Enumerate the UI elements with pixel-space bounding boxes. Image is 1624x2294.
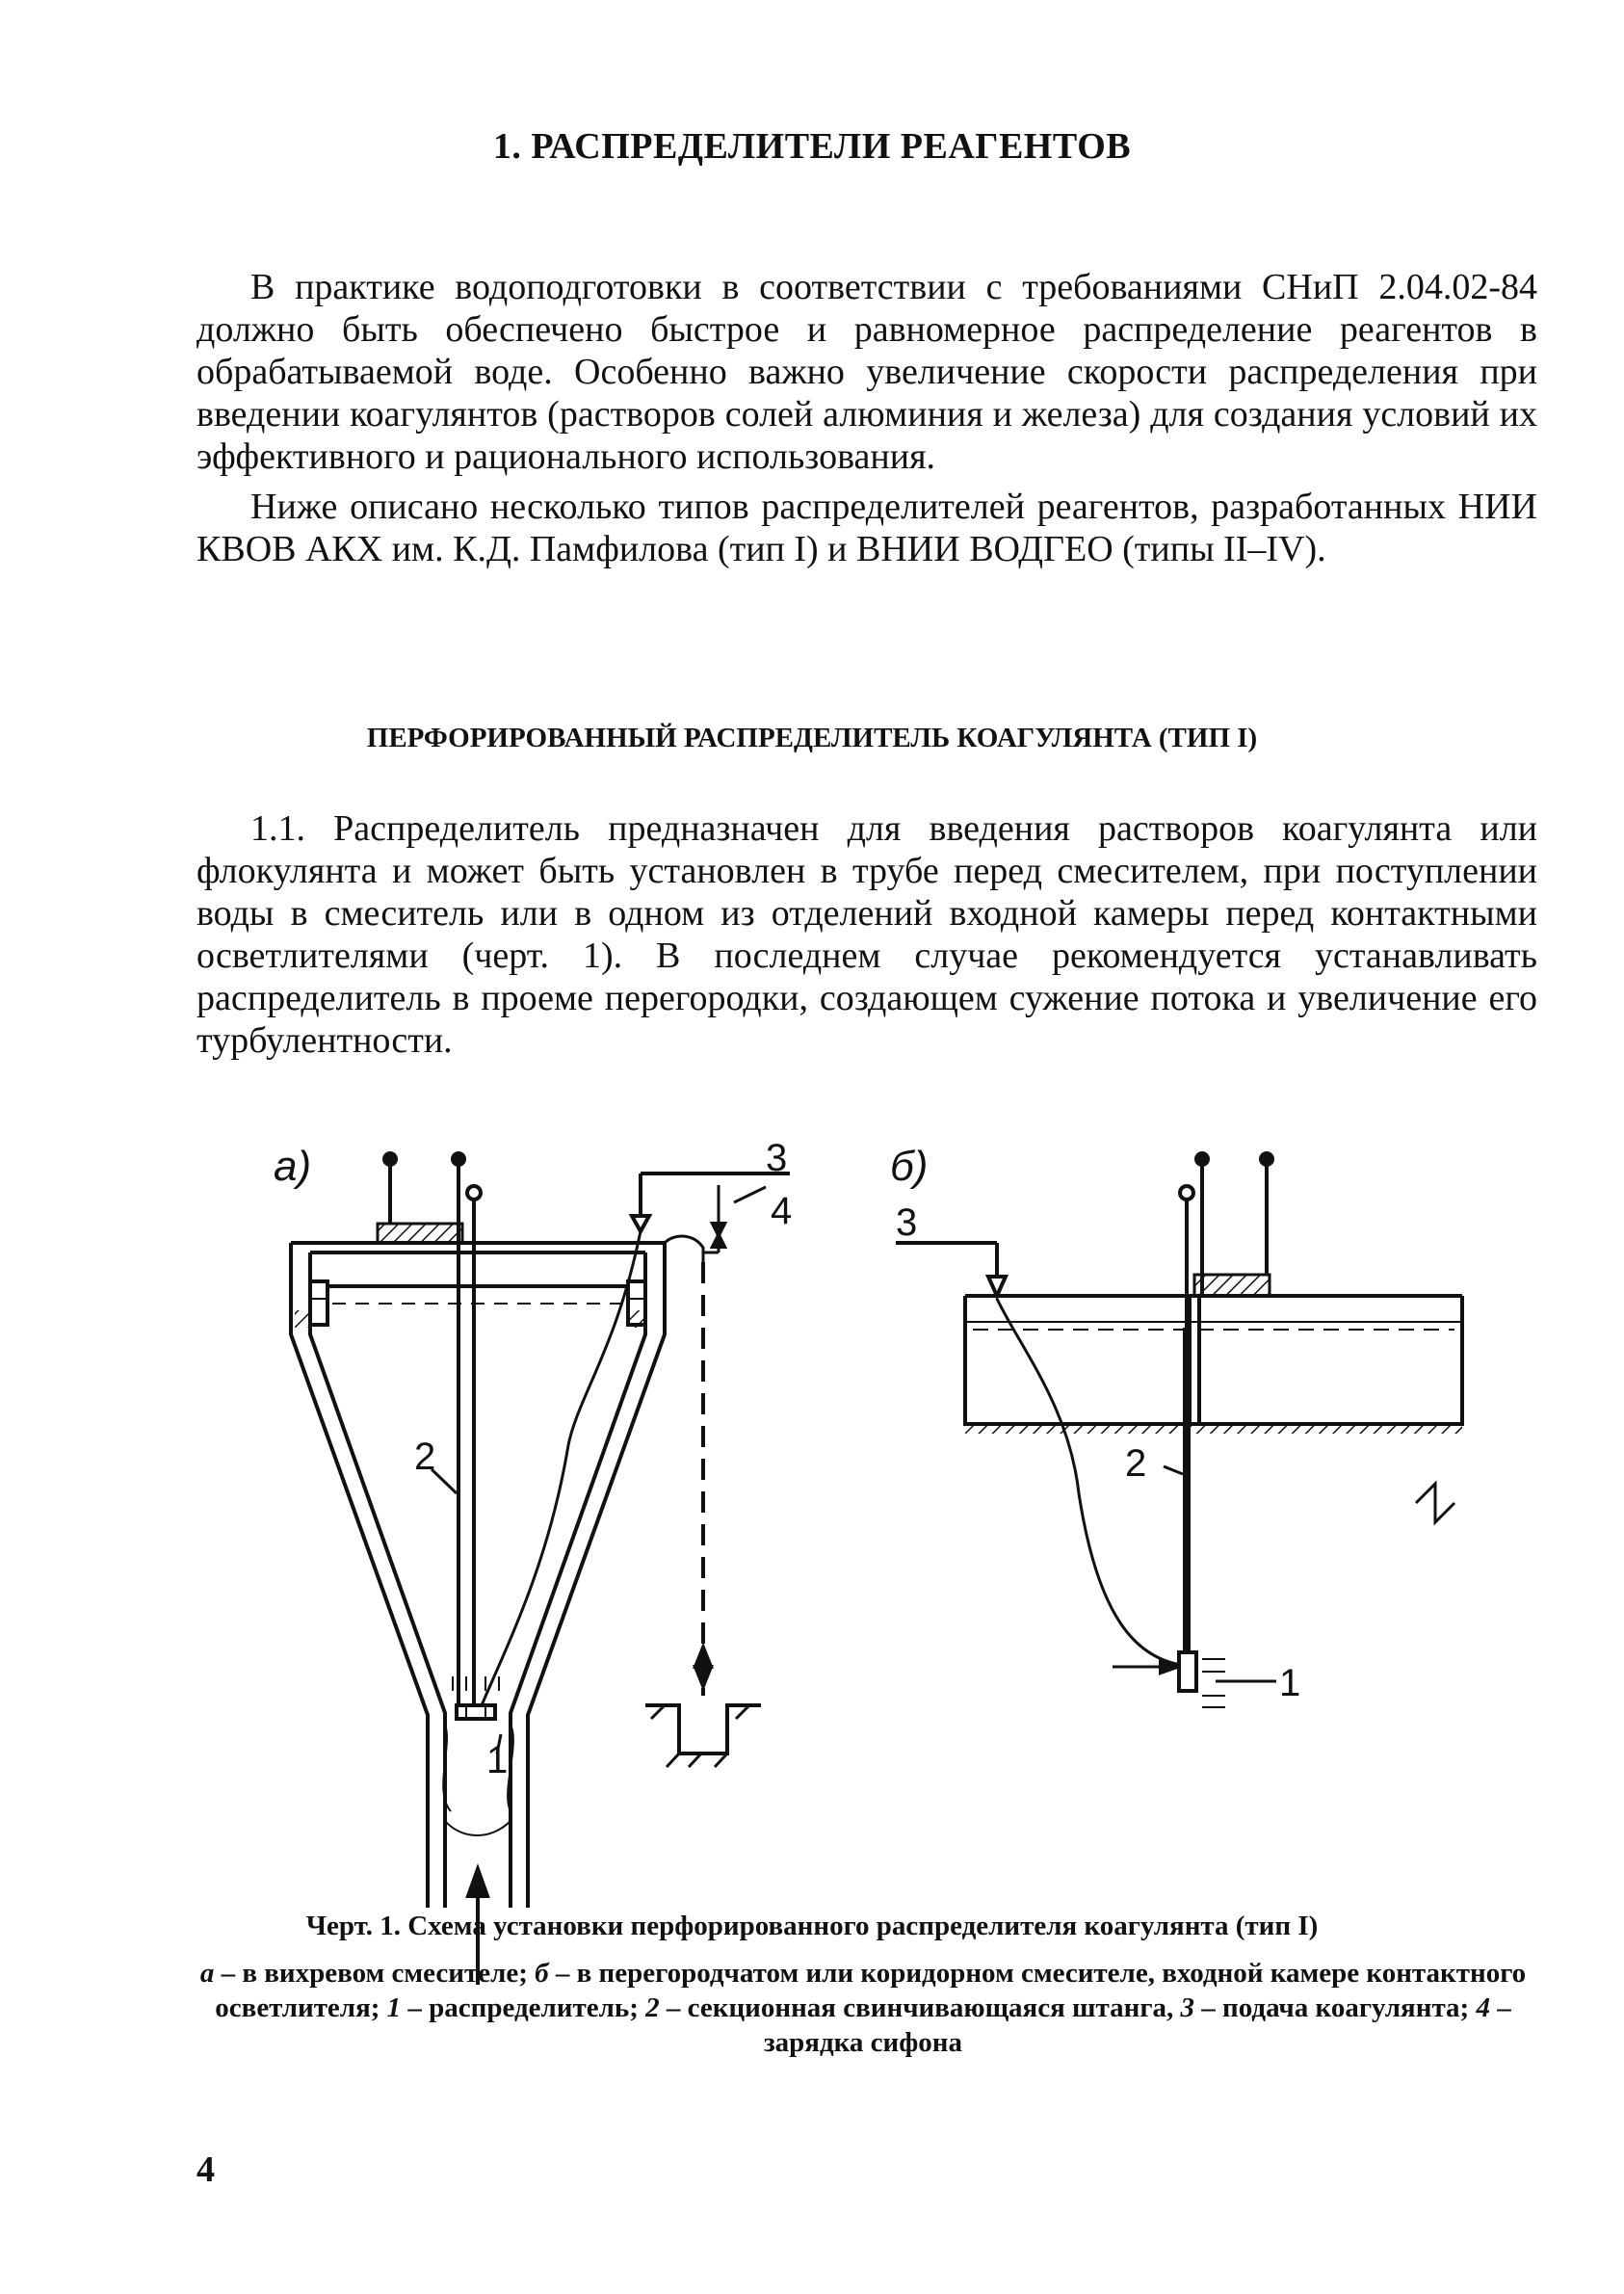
section-title: 1. РАСПРЕДЕЛИТЕЛИ РЕАГЕНТОВ	[492, 126, 1132, 167]
intro-paragraph-1: В практике водоподготовки в соответствии с требованиями СНиП 2.04.02-84 должно быть обеспечено быстрое и равномерное распределение реагентов в обрабатываемой воде. Особенно важно увеличение скорости распределения при введении коагулянтов (растворов солей алюминия и железа) для создания условий их эффективного и рационального использования.	[196, 267, 1537, 477]
coagulant-hose-b	[997, 1299, 1181, 1665]
intro-paragraph-2: Ниже описано несколько типов распределителей реагентов, разработанных НИИ КВОВ АКХ им. К.Д. Памфилова (тип I) и ВНИИ ВОДГЕО (типы II–IV).	[196, 487, 1537, 569]
label-b-1: 1	[1279, 1662, 1301, 1704]
legend-key-1: 1	[386, 1992, 402, 2023]
legend-key-b: б	[535, 1958, 549, 1989]
legend-text-a: – в вихревом смесителе;	[214, 1958, 536, 1989]
label-b-2: 2	[1125, 1442, 1147, 1485]
label-a-1: 1	[486, 1739, 509, 1781]
cover-plate-b	[1194, 1275, 1270, 1296]
tank-b	[965, 1296, 1462, 1424]
label-a-2: 2	[414, 1436, 436, 1478]
distributor-b-1	[1179, 1652, 1196, 1691]
label-b-3: 3	[896, 1201, 918, 1244]
diagram-b	[890, 1143, 1462, 1707]
diagram-b-label: б)	[890, 1143, 929, 1190]
legend-text-4: – зарядка сифона	[763, 1992, 1511, 2058]
legend-key-a: а	[199, 1958, 215, 1989]
figure-caption-title: Черт. 1. Схема установки перфорированного распределителя коагулянта (тип I)	[305, 1911, 1319, 1941]
distributor-1	[457, 1705, 495, 1719]
legend-text-2: – секционная свинчивающаяся штанга,	[659, 1992, 1181, 2023]
legend-key-4: 4	[1476, 1992, 1490, 2023]
label-a-4: 4	[771, 1190, 793, 1232]
cover-plate	[378, 1224, 462, 1243]
legend-text-1: – распределитель;	[401, 1992, 646, 2023]
clause-1-1: 1.1. Распределитель предназначен для введения растворов коагулянта или флокулянта и может быть установлен в трубе перед смесителем, при поступлении воды в смеситель или в одном из отделений входной камеры перед контактными осветлителями (черт. 1). В последнем случае рекомендуется устанавливать распределитель в проеме перегородки, создающем сужение потока и увеличение его турбулентности.	[196, 808, 1537, 1061]
subsection-title: ПЕРФОРИРОВАННЫЙ РАСПРЕДЕЛИТЕЛЬ КОАГУЛЯНТА (ТИП I)	[366, 723, 1258, 753]
label-a-3: 3	[766, 1137, 788, 1179]
page-number: 4	[196, 2149, 215, 2190]
diagram-a-label: а)	[274, 1143, 312, 1190]
legend-key-2: 2	[645, 1992, 660, 2023]
figure-legend	[189, 1956, 1537, 2060]
legend-text-3: – подача коагулянта;	[1194, 1992, 1477, 2023]
legend-key-3: 3	[1180, 1992, 1195, 2023]
legend-text-b: – в перегородчатом или коридорном смесителе, входной камере контактного осветлителя;	[215, 1958, 1527, 2023]
diagram-a	[241, 1143, 793, 1985]
